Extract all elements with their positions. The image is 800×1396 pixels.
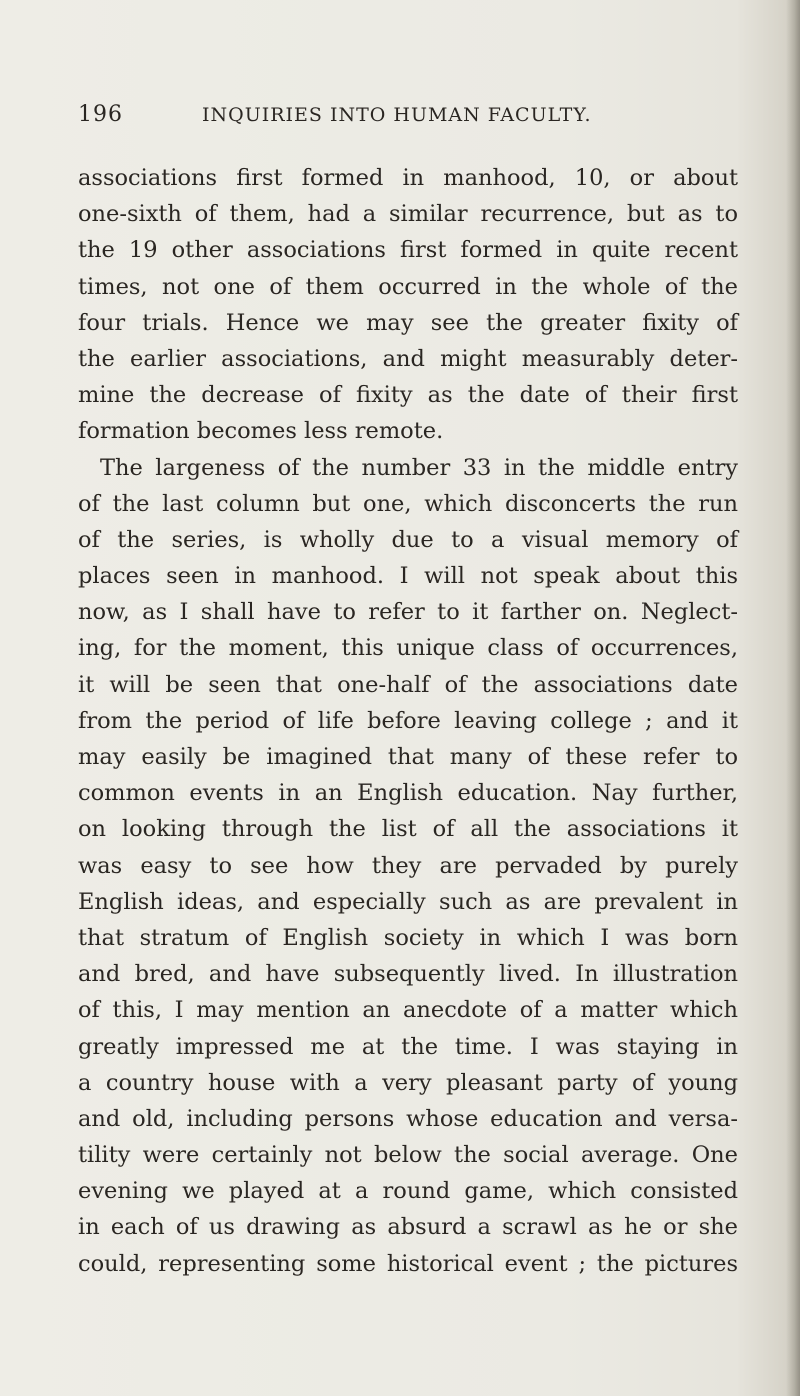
text-line: ing, for the moment, this unique class of occurrences,: [78, 635, 738, 662]
text-line: associations first formed in manhood, 10, or about: [78, 165, 738, 191]
text-line: four trials. Hence we may see the greater fixity of: [78, 309, 738, 336]
text-line: it will be seen that one-half of the associations date: [78, 671, 738, 698]
text-line: that stratum of English society in which I was born: [78, 924, 738, 951]
text-line: The largeness of the number 33 in the middle entry: [100, 454, 738, 481]
text-line: tility were certainly not below the social average. One: [78, 1142, 738, 1169]
text-line: a country house with a very pleasant party of young: [78, 1069, 738, 1096]
text-line: and old, including persons whose education and versa-: [78, 1105, 738, 1132]
page-edge-shadow: [786, 0, 800, 1396]
text-line: of this, I may mention an anecdote of a matter which: [78, 997, 738, 1024]
page-number: 196: [78, 102, 123, 127]
text-line: common events in an English education. Nay further,: [78, 780, 738, 807]
text-line: times, not one of them occurred in the whole of the: [78, 273, 738, 300]
text-line: formation becomes less remote.: [78, 418, 444, 445]
text-line: English ideas, and especially such as are prevalent in: [78, 888, 738, 915]
text-line: could, representing some historical event ; the pictures: [78, 1250, 738, 1277]
text-line: now, as I shall have to refer to it farther on. Neglect-: [78, 599, 738, 626]
text-line: evening we played at a round game, which consisted: [78, 1178, 738, 1205]
text-line: greatly impressed me at the time. I was staying in: [78, 1033, 738, 1060]
text-line: in each of us drawing as absurd a scrawl as he or she: [78, 1214, 738, 1241]
text-line: places seen in manhood. I will not speak about this: [78, 563, 738, 590]
text-line: the 19 other associations first formed in quite recent: [78, 237, 738, 264]
body-text: [78, 160, 738, 1282]
text-line: and bred, and have subsequently lived. In illustration: [78, 961, 738, 988]
text-line: from the period of life before leaving college ; and it: [78, 707, 738, 734]
text-line: of the series, is wholly due to a visual memory of: [78, 526, 738, 553]
text-line: the earlier associations, and might measurably deter-: [78, 345, 738, 372]
text-line: mine the decrease of fixity as the date of their first: [78, 382, 738, 409]
text-line: on looking through the list of all the associations it: [78, 816, 738, 843]
page-header: [78, 102, 718, 136]
text-line: may easily be imagined that many of these refer to: [78, 744, 738, 770]
text-line: one-sixth of them, had a similar recurrence, but as to: [78, 201, 738, 228]
text-line: of the last column but one, which disconcerts the run: [78, 490, 738, 517]
running-head: INQUIRIES INTO HUMAN FACULTY.: [202, 104, 592, 126]
text-line: was easy to see how they are pervaded by purely: [78, 852, 738, 879]
